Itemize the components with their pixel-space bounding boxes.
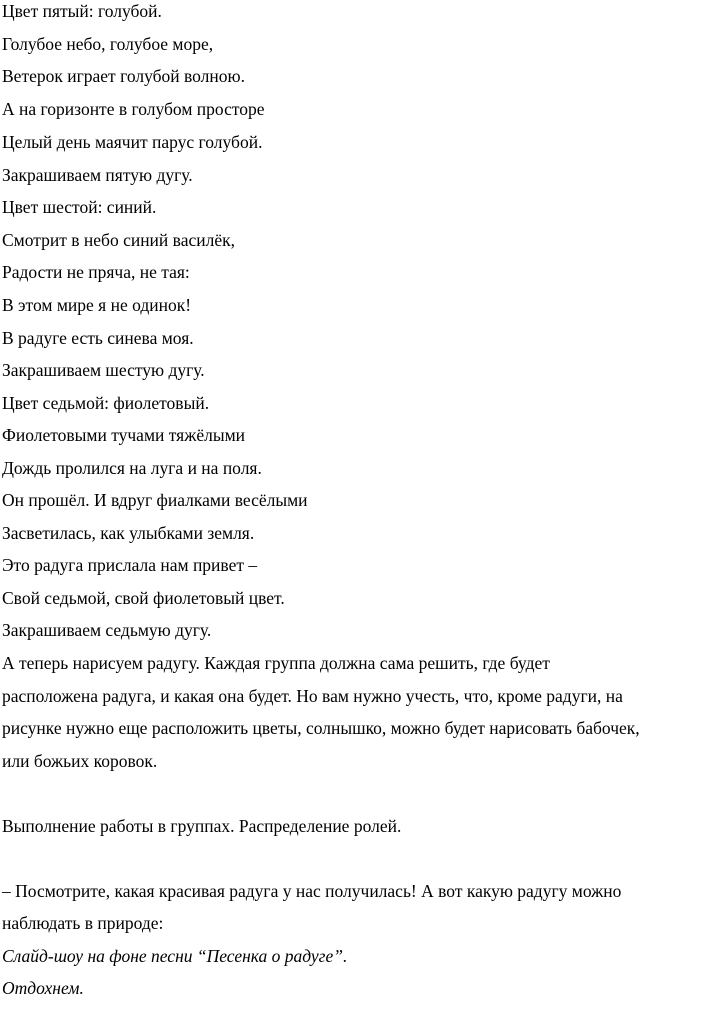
text-line: Целый день маячит парус голубой. bbox=[2, 132, 263, 152]
text-line: Это радуга прислала нам привет – bbox=[2, 555, 258, 575]
text-line: наблюдать в природе: bbox=[2, 913, 164, 933]
text-line-italic: Слайд-шоу на фоне песни “Песенка о радуге”. bbox=[2, 946, 348, 966]
text-line: А теперь нарисуем радугу. Каждая группа должна сама решить, где будет bbox=[2, 653, 550, 673]
text-line: А на горизонте в голубом просторе bbox=[2, 99, 265, 119]
text-line: Закрашиваем шестую дугу. bbox=[2, 360, 205, 380]
text-line: Свой седьмой, свой фиолетовый цвет. bbox=[2, 588, 285, 608]
text-line: Смотрит в небо синий василёк, bbox=[2, 230, 235, 250]
text-line: Цвет шестой: синий. bbox=[2, 197, 157, 217]
text-line: или божьих коровок. bbox=[2, 751, 158, 771]
text-line: – Посмотрите, какая красивая радуга у нас получилась! А вот какую радугу можно bbox=[2, 881, 622, 901]
text-line: Закрашиваем пятую дугу. bbox=[2, 165, 193, 185]
text-line: Фиолетовыми тучами тяжёлыми bbox=[2, 425, 246, 445]
text-line: рисунке нужно еще расположить цветы, солнышко, можно будет нарисовать бабочек, bbox=[2, 718, 640, 738]
text-line: В радуге есть синева моя. bbox=[2, 328, 194, 348]
text-line: Голубое небо, голубое море, bbox=[2, 34, 214, 54]
text-line: расположена радуга, и какая она будет. Но вам нужно учесть, что, кроме радуги, на bbox=[2, 686, 623, 706]
text-line: Выполнение работы в группах. Распределение ролей. bbox=[2, 816, 402, 836]
text-line: Закрашиваем седьмую дугу. bbox=[2, 620, 212, 640]
text-line: В этом мире я не одинок! bbox=[2, 295, 192, 315]
text-line: Цвет седьмой: фиолетовый. bbox=[2, 393, 210, 413]
text-line: Он прошёл. И вдруг фиалками весёлыми bbox=[2, 490, 308, 510]
text-line: Дождь пролился на луга и на поля. bbox=[2, 458, 262, 478]
text-line: Радости не пряча, не тая: bbox=[2, 262, 190, 282]
text-line: Засветилась, как улыбками земля. bbox=[2, 523, 255, 543]
text-line: Цвет пятый: голубой. bbox=[2, 1, 162, 21]
text-line: Ветерок играет голубой волною. bbox=[2, 66, 245, 86]
text-line-italic: Отдохнем. bbox=[2, 978, 84, 998]
